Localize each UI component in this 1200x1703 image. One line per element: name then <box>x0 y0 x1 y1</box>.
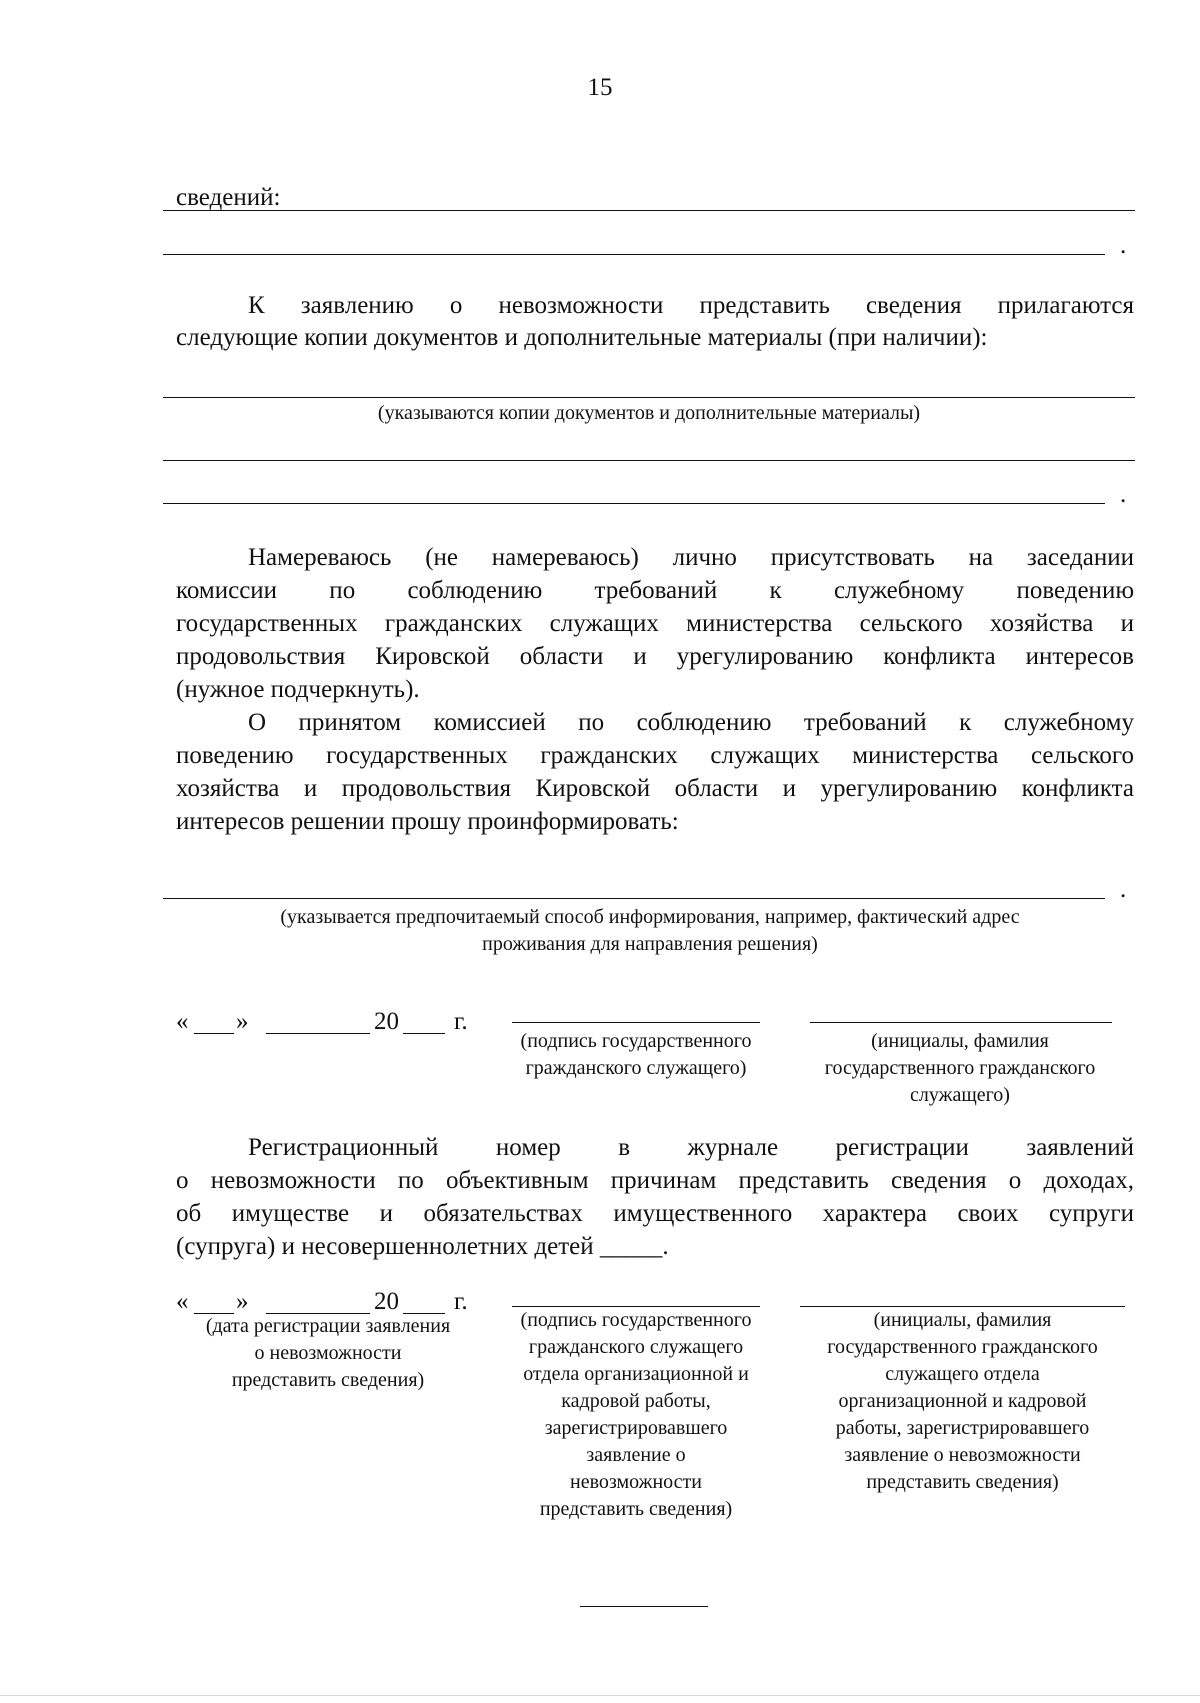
date-close-quote: » <box>236 1288 249 1315</box>
blank-line <box>163 254 1105 255</box>
signature-caption: отдела организационной и <box>523 1363 749 1385</box>
name-caption: государственного гражданского <box>824 1057 1096 1079</box>
signature-caption: (подпись государственного <box>520 1030 752 1052</box>
paragraph-line: комиссии по соблюдению требований к служебному поведению <box>176 577 1134 604</box>
field-label: сведений: <box>176 184 281 211</box>
paragraph-line: Намереваюсь (не намереваюсь) лично присутствовать на заседании <box>248 544 1134 571</box>
paragraph-line: (нужное подчеркнуть). <box>176 676 420 703</box>
signature-caption: представить сведения) <box>539 1498 733 1520</box>
date-open-quote: « <box>176 1288 189 1315</box>
paragraph-line: интересов решении прошу проинформировать: <box>176 808 679 835</box>
blank-line <box>163 898 1105 899</box>
name-line <box>810 1022 1112 1023</box>
name-caption: служащего) <box>910 1084 1010 1106</box>
blank-line <box>163 460 1135 461</box>
year-suffix: г. <box>454 1288 468 1315</box>
end-dot: . <box>1120 481 1127 508</box>
blank-line <box>163 210 1135 211</box>
paragraph-line: следующие копии документов и дополнительные материалы (при наличии): <box>176 324 988 351</box>
blank-line <box>163 397 1135 398</box>
paragraph-line: К заявлению о невозможности представить сведения прилагаются <box>248 292 1134 319</box>
name-caption: работы, зарегистрировавшего <box>835 1417 1090 1439</box>
year-blank <box>403 1033 445 1034</box>
paragraph-line: (супруга) и несовершеннолетних детей _____. <box>176 1233 669 1260</box>
paragraph-line: Регистрационный номер в журнале регистрации заявлений <box>248 1134 1134 1161</box>
scan-edge <box>0 1695 1200 1696</box>
name-caption: заявление о невозможности <box>844 1444 1081 1466</box>
end-separator-line <box>580 1606 708 1607</box>
name-caption: служащего отдела <box>885 1363 1040 1385</box>
field-caption: (указываются копии документов и дополнительные материалы) <box>377 402 921 424</box>
name-caption: (инициалы, фамилия <box>871 1030 1049 1052</box>
end-dot: . <box>1120 876 1127 903</box>
signature-caption: заявление о <box>586 1444 686 1466</box>
month-blank <box>266 1033 370 1034</box>
field-caption: проживания для направления решения) <box>482 933 818 955</box>
date-caption: (дата регистрации заявления <box>205 1315 451 1337</box>
paragraph-line: хозяйства и продовольствия Кировской области и урегулированию конфликта <box>176 775 1134 802</box>
signature-caption: (подпись государственного <box>520 1309 752 1331</box>
paragraph-line: поведению государственных гражданских служащих министерства сельского <box>176 742 1134 769</box>
name-caption: (инициалы, фамилия <box>873 1309 1052 1331</box>
year-suffix: г. <box>454 1008 468 1035</box>
paragraph-line: об имуществе и обязательствах имущественного характера своих супруги <box>176 1200 1134 1227</box>
signature-caption: зарегистрировавшего <box>544 1417 728 1439</box>
signature-caption: гражданского служащего) <box>525 1057 747 1079</box>
paragraph-line: продовольствия Кировской области и урегулированию конфликта интересов <box>176 643 1134 670</box>
paragraph-line: о невозможности по объективным причинам представить сведения о доходах, <box>176 1167 1134 1194</box>
date-caption: о невозможности <box>254 1342 402 1364</box>
page-number: 15 <box>587 74 613 101</box>
signature-line <box>512 1022 760 1023</box>
signature-caption: невозможности <box>569 1471 702 1493</box>
name-caption: организационной и кадровой <box>838 1390 1087 1412</box>
blank-line <box>163 503 1105 504</box>
name-caption: государственного гражданского <box>827 1336 1098 1358</box>
signature-caption: кадровой работы, <box>561 1390 711 1412</box>
field-caption: (указывается предпочитаемый способ информирования, например, фактический адрес <box>280 906 1020 928</box>
paragraph-line: О принятом комиссией по соблюдению требований к служебному <box>248 709 1134 736</box>
date-close-quote: » <box>236 1008 249 1035</box>
paragraph-line: государственных гражданских служащих министерства сельского хозяйства и <box>176 610 1134 637</box>
name-caption: представить сведения) <box>866 1471 1059 1493</box>
date-caption: представить сведения) <box>231 1369 425 1391</box>
date-open-quote: « <box>176 1008 189 1035</box>
year-prefix: 20 <box>374 1008 399 1035</box>
signature-caption: гражданского служащего <box>528 1336 744 1358</box>
day-blank <box>194 1033 234 1034</box>
year-prefix: 20 <box>374 1288 399 1315</box>
end-dot: . <box>1120 232 1127 259</box>
